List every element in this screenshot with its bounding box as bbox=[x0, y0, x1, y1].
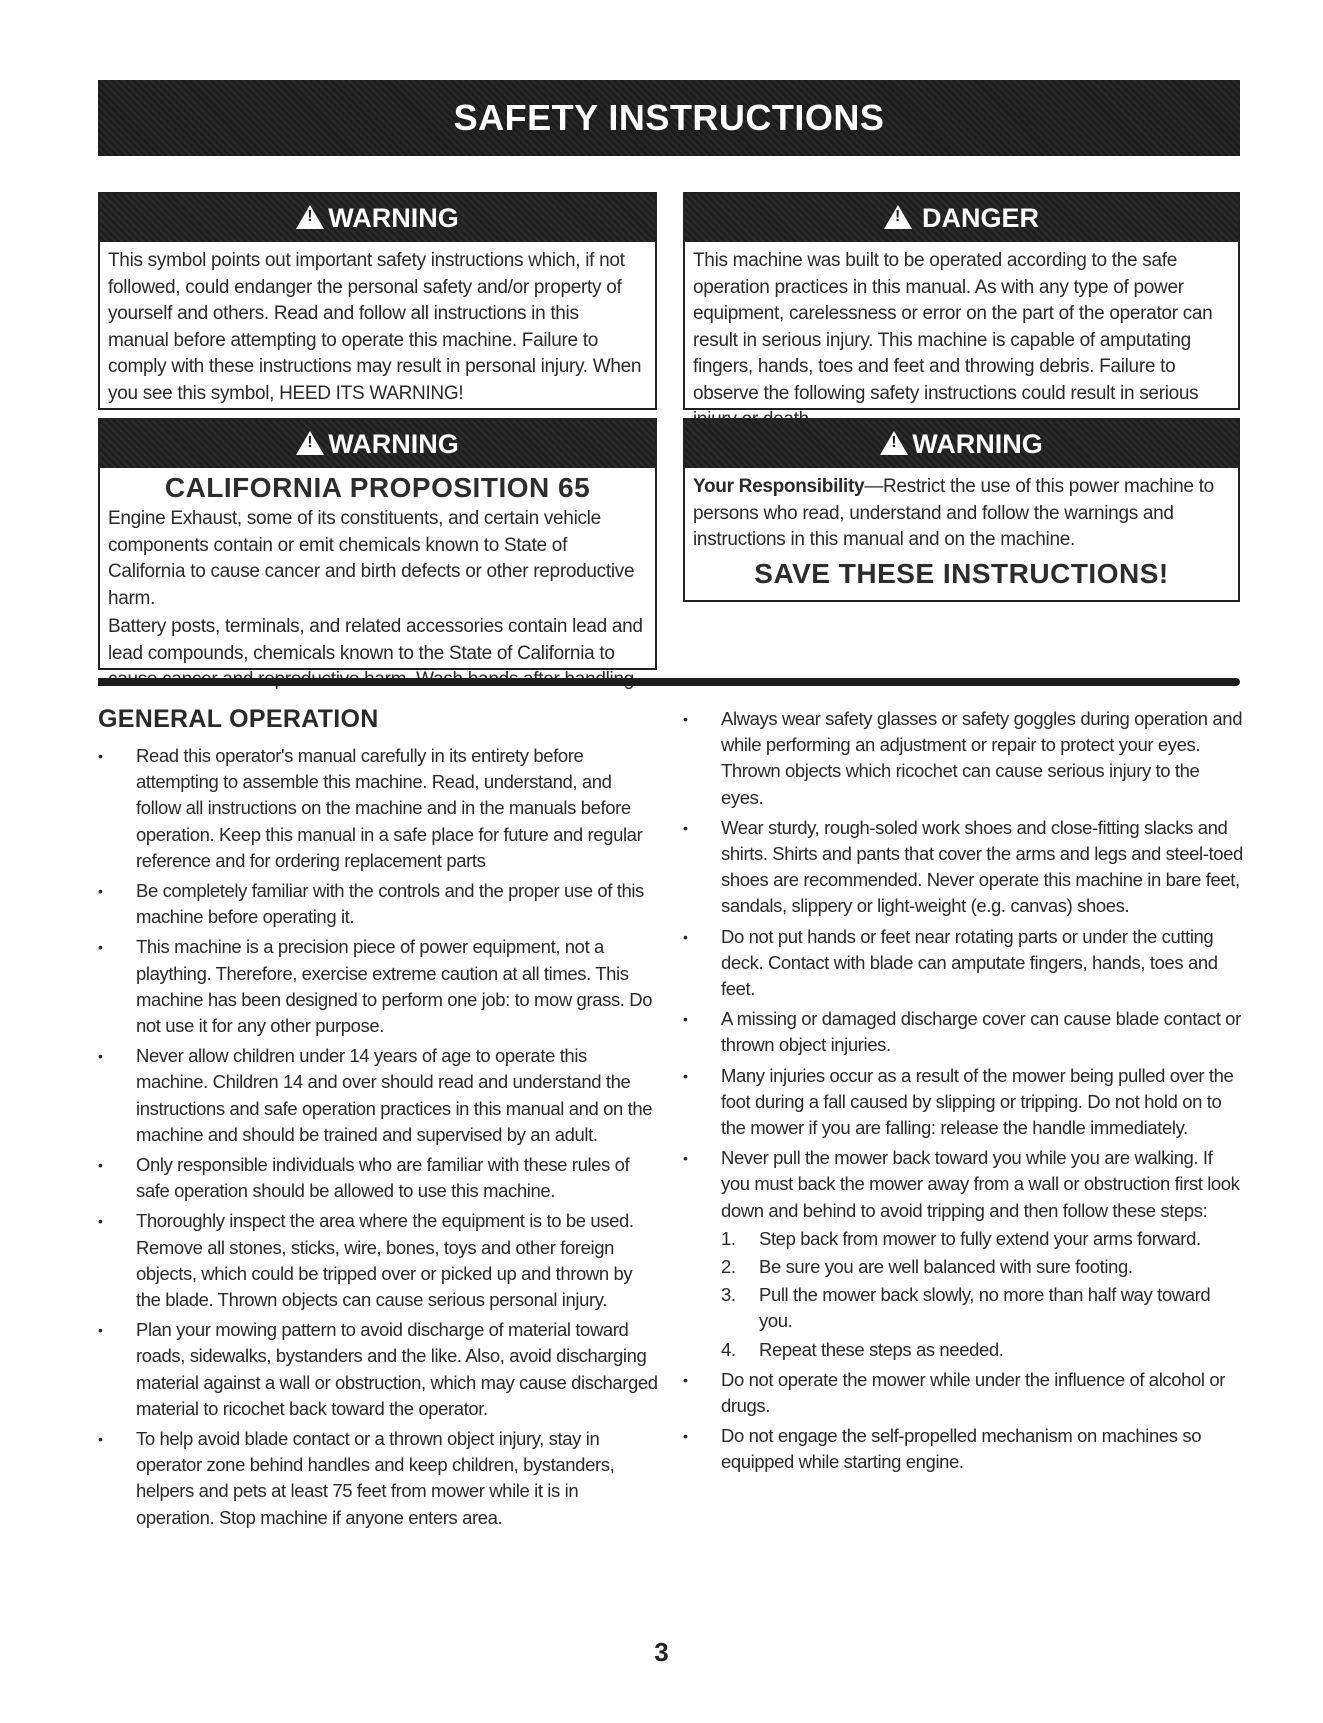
prop65-title: CALIFORNIA PROPOSITION 65 bbox=[164, 472, 591, 503]
save-instructions-title: SAVE THESE INSTRUCTIONS! bbox=[754, 557, 1169, 589]
list-item: • Be completely familiar with the controls and the proper use of this machine before operating it. bbox=[98, 878, 658, 930]
list-item: • Read this operator's manual carefully in its entirety before attempting to assemble this machine. Read, understand, and follow all instructions on the machine and in the manuals before operation. Keep this manual in a safe place for future and regular reference and for ordering replacement parts bbox=[98, 743, 658, 874]
responsibility-box bbox=[683, 418, 1240, 602]
prop65-paragraph-1: Engine Exhaust, some of its constituents, and certain vehicle components contain or emit chemicals known to State of California to cause cancer and birth defects or other reproductive harm. bbox=[108, 508, 635, 609]
list-item: • Wear sturdy, rough-soled work shoes and close-fitting slacks and shirts. Shirts and pants that cover the arms and legs and steel-toed shoes are recommended. Never operate this machine in bare feet, sandals, slippery or light-weight (e.g. canvas) shoes. bbox=[683, 815, 1243, 920]
warning-box-heading: WARNING bbox=[328, 202, 459, 233]
general-operation-heading: GENERAL OPERATION bbox=[98, 705, 379, 733]
step-item bbox=[721, 1337, 1243, 1363]
section-divider bbox=[98, 678, 1240, 686]
list-item: • Never allow children under 14 years of age to operate this machine. Children 14 and over should read and understand the instructions and safe operation practices in this manual and on the machine and should be trained and supervised by an adult. bbox=[98, 1043, 658, 1148]
left-column bbox=[98, 743, 658, 1535]
alert-triangle-icon bbox=[296, 431, 324, 455]
prop65-box bbox=[98, 418, 657, 670]
safety-instructions-banner bbox=[98, 80, 1240, 156]
step-number: 2. bbox=[721, 1256, 736, 1278]
prop65-box-header bbox=[100, 420, 655, 468]
step-text: Pull the mower back slowly, no more than half way toward you. bbox=[759, 1284, 1211, 1332]
banner-title: SAFETY INSTRUCTIONS bbox=[453, 97, 885, 138]
pull-mower-text: • Never pull the mower back toward you while you are walking. If you must back the mower away from a wall or obstruction first look down and behind to avoid tripping and then follow these steps: bbox=[721, 1147, 1240, 1221]
list-item: • Thoroughly inspect the area where the equipment is to be used. Remove all stones, sticks, wire, bones, toys and other foreign objects, which could be tripped over or picked up and thrown by the blade. Thrown objects can cause serious personal injury. bbox=[98, 1208, 658, 1313]
danger-box-heading: DANGER bbox=[921, 202, 1039, 233]
alert-triangle-icon bbox=[880, 431, 908, 455]
step-item bbox=[721, 1254, 1243, 1280]
warning-box bbox=[98, 192, 657, 410]
warning-box-text: This symbol points out important safety instructions which, if not followed, could endanger the personal safety and/or property of yourself and others. Read and follow all instructions in this manual before attempting to operate this machine. Failure to comply with these instructions may result in personal injury. When you see this symbol, HEED ITS WARNING! bbox=[108, 250, 642, 404]
list-item: • Many injuries occur as a result of the mower being pulled over the foot during a fall caused by slipping or tripping. Do not hold on to the mower if you are falling: release the handle immediately. bbox=[683, 1063, 1243, 1142]
left-bullet-list bbox=[98, 743, 658, 1531]
step-text: Be sure you are well balanced with sure footing. bbox=[759, 1256, 1133, 1278]
list-item: • Plan your mowing pattern to avoid discharge of material toward roads, sidewalks, bystanders and the like. Also, avoid discharging material against a wall or obstruction, which may cause discharged material to ricochet back toward the operator. bbox=[98, 1317, 658, 1422]
step-text: Repeat these steps as needed. bbox=[759, 1338, 1004, 1360]
danger-box bbox=[683, 192, 1240, 410]
list-item: • A missing or damaged discharge cover can cause blade contact or thrown object injuries. bbox=[683, 1006, 1243, 1058]
alert-triangle-icon bbox=[296, 205, 324, 229]
responsibility-text bbox=[685, 468, 1238, 554]
warning-box-header bbox=[100, 194, 655, 242]
steps-list bbox=[721, 1226, 1243, 1363]
prop65-paragraph-2: Battery posts, terminals, and related accessories contain lead and lead compounds, chemicals known to the State of California to bbox=[108, 616, 643, 664]
right-bullet-list bbox=[683, 706, 1243, 1476]
step-item bbox=[721, 1226, 1243, 1252]
danger-box-text: This machine was built to be operated according to the safe operation practices in this manual. As with any type of power equipment, carelessness or error on the part of the operator can result in serious injury. This machine is capable of amputating fingers, hands, toes and feet and throwing debris. Failure to observe the following safety instructions could result in serious bbox=[693, 250, 1213, 404]
danger-box-header bbox=[685, 194, 1238, 242]
page-number: 3 bbox=[654, 1637, 669, 1667]
alert-triangle-icon bbox=[884, 205, 912, 229]
prop65-body bbox=[100, 506, 655, 694]
list-item: • Always wear safety glasses or safety goggles during operation and while performing an adjustment or repair to protect your eyes. Thrown objects which ricochet can cause serious injury to the eyes. bbox=[683, 706, 1243, 811]
step-number: 3. bbox=[721, 1284, 736, 1306]
list-item: • Do not put hands or feet near rotating parts or under the cutting deck. Contact with blade can amputate fingers, hands, toes and feet. bbox=[683, 924, 1243, 1003]
list-item: • Only responsible individuals who are familiar with these rules of safe operation should be allowed to use this machine. bbox=[98, 1152, 658, 1204]
list-item: • To help avoid blade contact or a thrown object injury, stay in operator zone behind handles and keep children, bystanders, helpers and pets at least 75 feet from mower while it is in operation. Stop machine if anyone enters area. bbox=[98, 1426, 658, 1531]
list-item-pull-mower bbox=[683, 1145, 1243, 1363]
list-item: • Do not engage the self-propelled mechanism on machines so equipped while starting engine. bbox=[683, 1423, 1243, 1475]
step-item bbox=[721, 1282, 1243, 1334]
responsibility-box-heading: WARNING bbox=[912, 428, 1043, 459]
list-item: • Do not operate the mower while under the influence of alcohol or drugs. bbox=[683, 1367, 1243, 1419]
right-column bbox=[683, 706, 1243, 1480]
list-item: • This machine is a precision piece of power equipment, not a plaything. Therefore, exercise extreme caution at all times. This machine has been designed to perform one job: to mow grass. Do not use it for any other purpose. bbox=[98, 934, 658, 1039]
prop65-box-heading: WARNING bbox=[328, 428, 459, 459]
step-text: Step back from mower to fully extend your arms forward. bbox=[759, 1227, 1201, 1249]
step-number: 1. bbox=[721, 1227, 736, 1249]
responsibility-label: Your Responsibility bbox=[693, 476, 865, 497]
responsibility-box-header bbox=[685, 420, 1238, 468]
step-number: 4. bbox=[721, 1338, 736, 1360]
responsibility-body: —Restrict the use of this power machine to persons who read, understand and follow the warnings and instructions in this manual and on the machine. bbox=[693, 476, 1214, 550]
